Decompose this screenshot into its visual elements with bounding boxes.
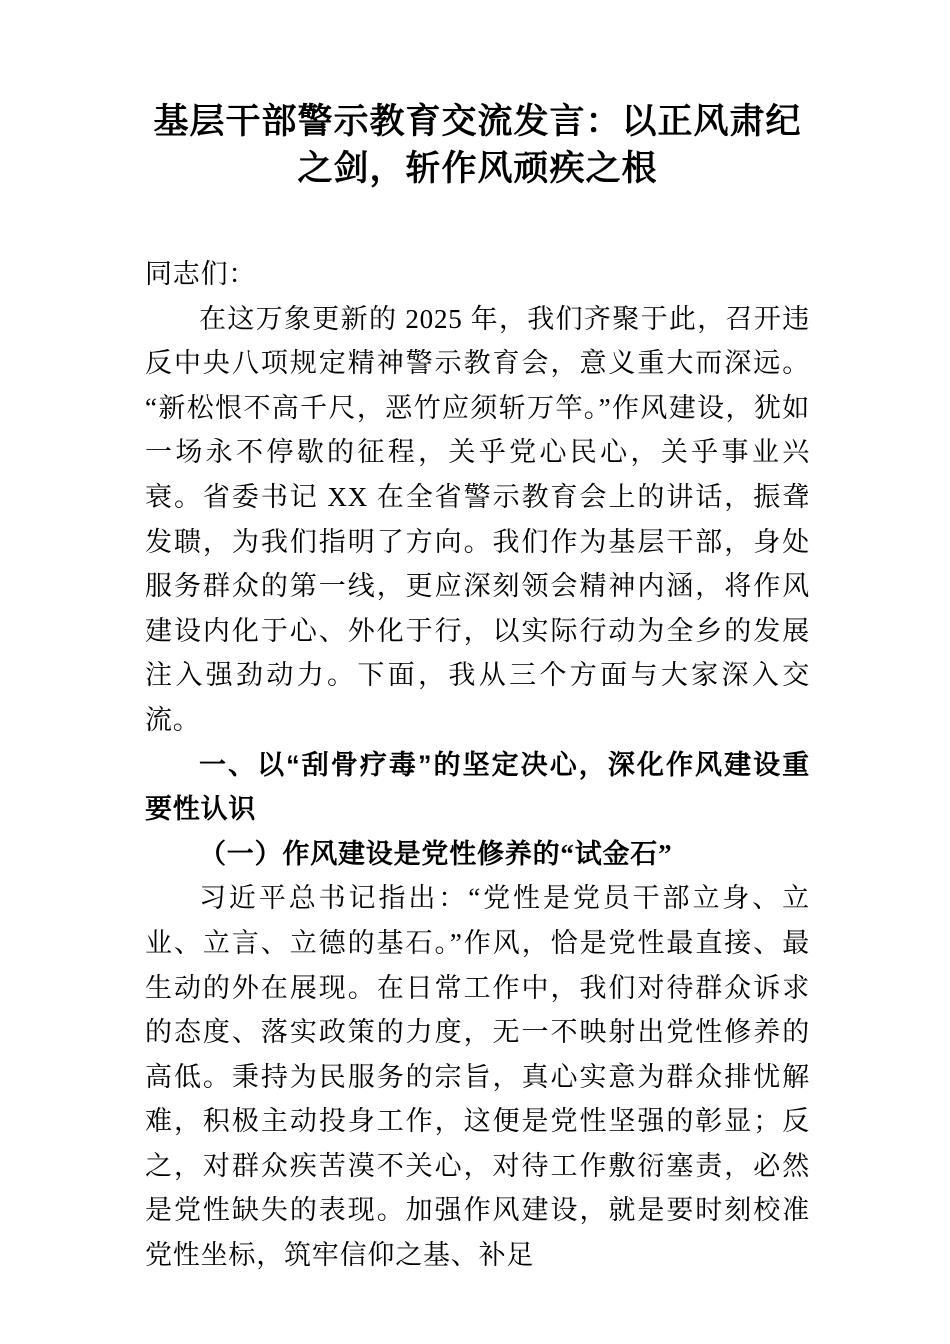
intro-paragraph: 在这万象更新的 2025 年，我们齐聚于此，召开违反中央八项规定精神警示教育会，意义重大而深远。“新松恨不高千尺，恶竹应须斩万竿。”作风建设，犹如一场永不停歇的征程，关乎党心民心，关乎事业兴衰。省委书记 XX 在全省警示教育会上的讲话，振聋发聩，为我们指明了方向。我们作为基层干部，身处服务群众的第一线，更应深刻领会精神内涵，将作风建设内化于心、外化于行，以实际行动为全乡的发展注入强劲动力。下面，我从三个方面与大家深入交流。 (145, 303, 810, 735)
salutation: 同志们： (145, 259, 257, 289)
section-1-1-heading: （一）作风建设是党性修养的“试金石” (199, 838, 673, 869)
section-1-heading: 一、以“刮骨疗毒”的坚定决心，深化作风建设重要性认识 (145, 749, 810, 825)
document-title: 基层干部警示教育交流发言：以正风肃纪之剑，斩作风顽疾之根 (153, 102, 802, 188)
section-1-1-paragraph: 习近平总书记指出：“党性是党员干部立身、立业、立言、立德的基石。”作风，恰是党性最直接、最生动的外在展现。在日常工作中，我们对待群众诉求的态度、落实政策的力度，无一不映射出党性修养的高低。秉持为民服务的宗旨，真心实意为群众排忧解难，积极主动投身工作，这便是党性坚强的彰显；反之，对群众疾苦漠不关心，对待工作敷衍塞责，必然是党性缺失的表现。加强作风建设，就是要时刻校准党性坐标，筑牢信仰之基、补足 (145, 883, 810, 1271)
